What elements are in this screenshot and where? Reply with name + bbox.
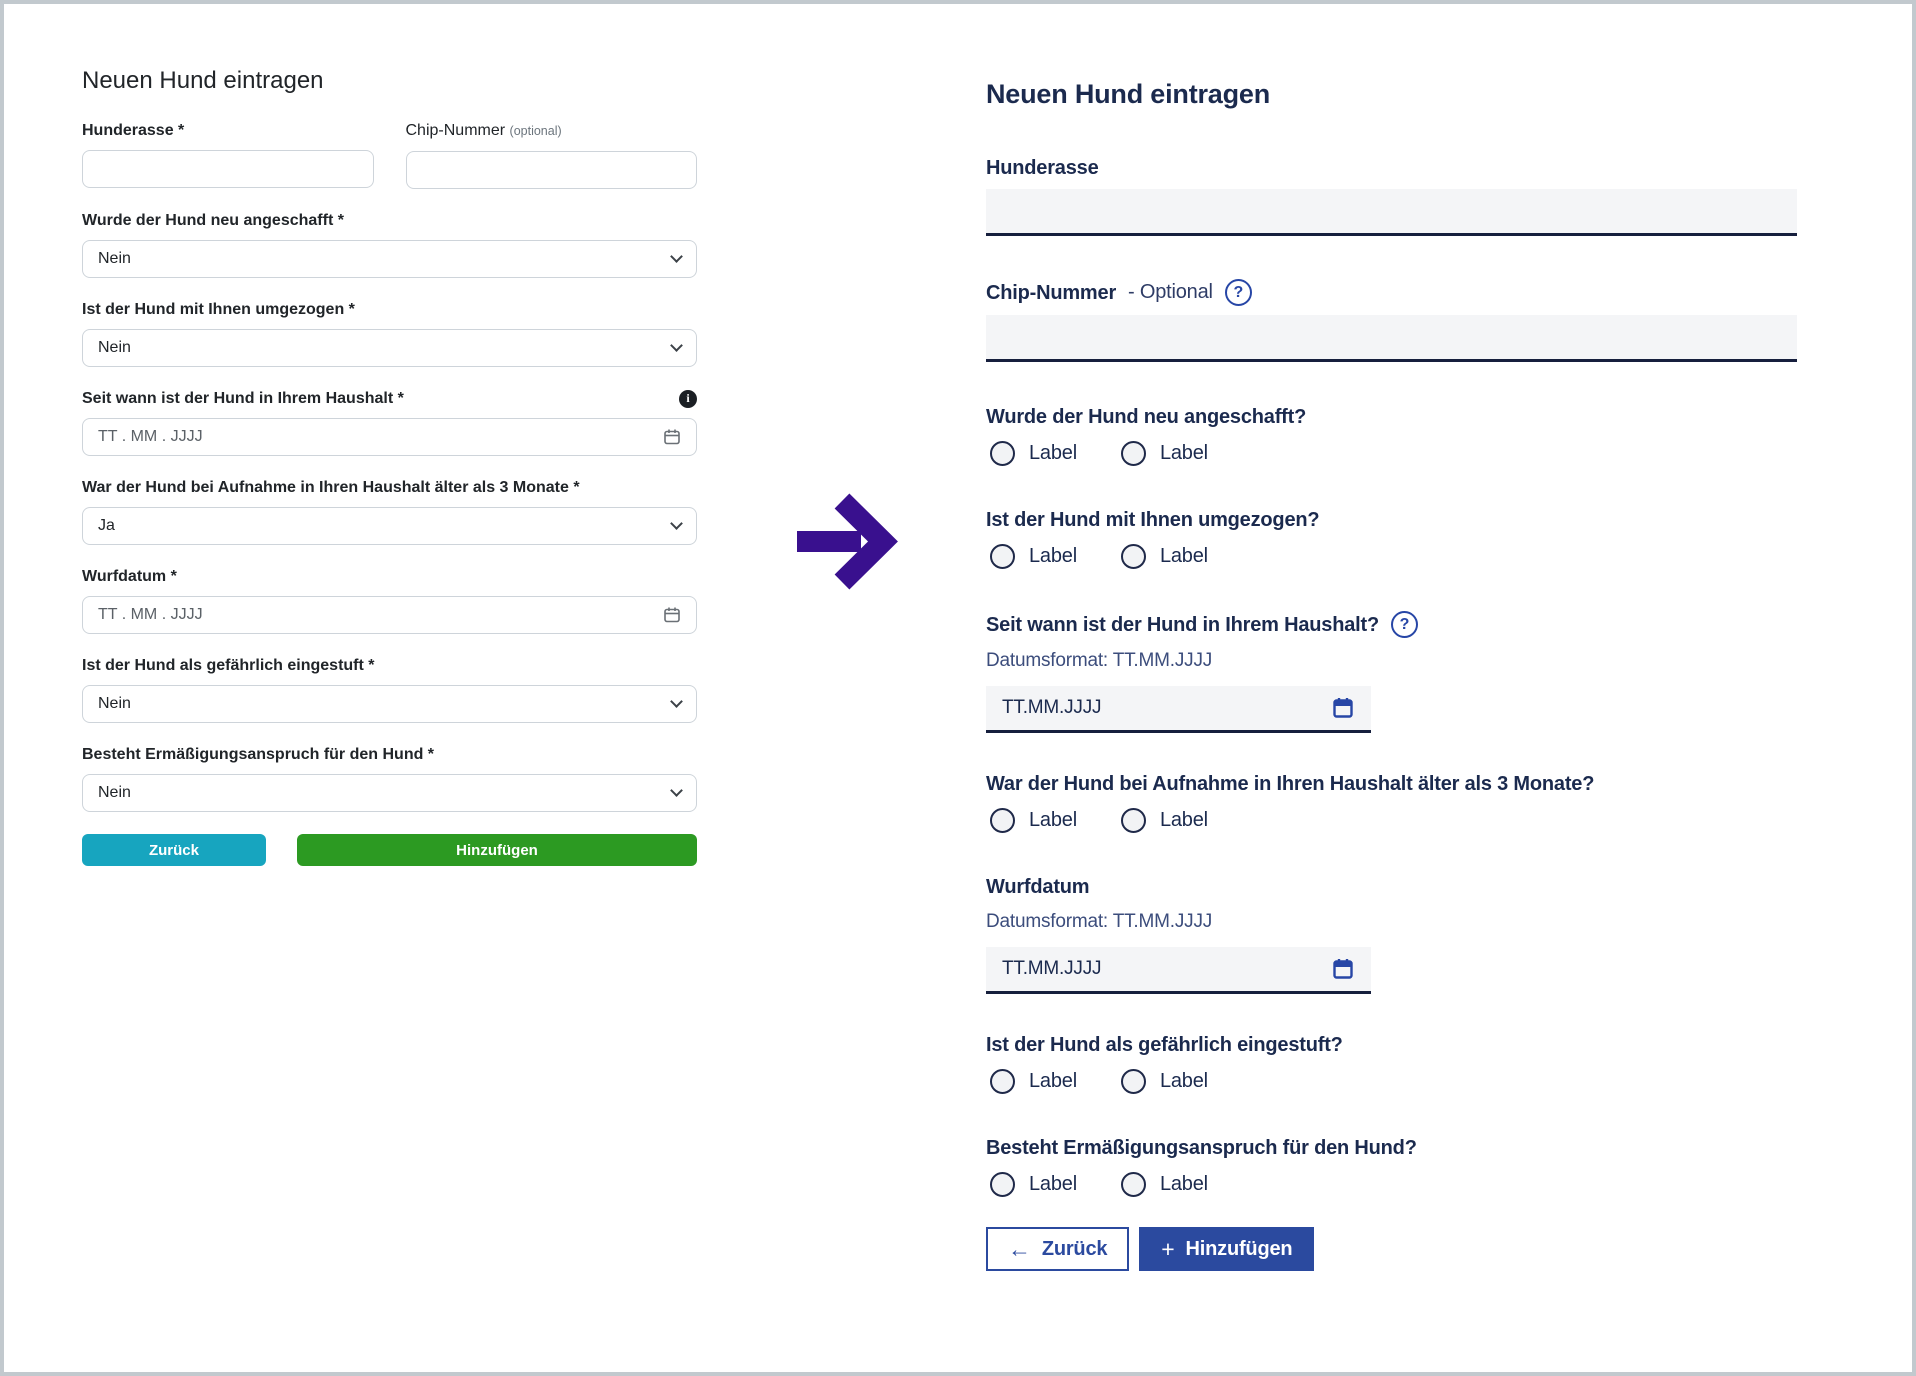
calendar-icon[interactable] <box>1331 696 1355 720</box>
haushalt-date-input[interactable] <box>82 418 697 456</box>
chip-nummer-label: Chip-Nummer (optional) <box>405 122 562 139</box>
radio-option-2[interactable]: Label <box>1121 1172 1208 1197</box>
selected-value: Ja <box>98 517 115 534</box>
radio-icon <box>990 1172 1015 1197</box>
gefaehrlich-label: Ist der Hund als gefährlich eingestuft * <box>82 657 375 674</box>
radio-option-2[interactable]: Label <box>1121 544 1208 569</box>
angeschafft-label: Wurde der Hund neu angeschafft? <box>986 406 1307 428</box>
new-form-panel <box>986 78 1797 1271</box>
haushalt-date-input[interactable] <box>986 686 1371 733</box>
monate-select[interactable] <box>82 507 697 545</box>
radio-icon <box>990 441 1015 466</box>
help-icon[interactable]: ? <box>1225 279 1252 306</box>
radio-option-2[interactable]: Label <box>1121 1069 1208 1094</box>
radio-option-1[interactable]: Label <box>990 1069 1077 1094</box>
chip-nummer-input[interactable] <box>406 151 698 189</box>
radio-icon <box>1121 1069 1146 1094</box>
wurfdatum-date-input[interactable] <box>82 596 697 634</box>
back-button[interactable]: ← Zurück <box>986 1227 1129 1271</box>
selected-value: Nein <box>98 250 131 267</box>
monate-label: War der Hund bei Aufnahme in Ihren Haushalt älter als 3 Monate * <box>82 479 580 496</box>
old-form-title: Neuen Hund eintragen <box>82 67 324 94</box>
plus-icon: + <box>1161 1235 1175 1262</box>
radio-icon <box>990 1069 1015 1094</box>
umgezogen-select[interactable] <box>82 329 697 367</box>
hunderasse-label: Hunderasse <box>986 157 1099 179</box>
calendar-icon[interactable] <box>663 428 681 446</box>
arrow-left-icon: ← <box>1008 1235 1031 1262</box>
date-format-hint: Datumsformat: TT.MM.JJJJ <box>986 911 1213 932</box>
radio-icon <box>1121 441 1146 466</box>
umgezogen-label: Ist der Hund mit Ihnen umgezogen? <box>986 509 1320 531</box>
haushalt-label: Seit wann ist der Hund in Ihrem Haushalt? <box>986 613 1379 636</box>
optional-hint: (optional) <box>509 124 562 138</box>
info-icon[interactable]: i <box>679 390 697 408</box>
radio-icon <box>990 808 1015 833</box>
radio-option-2[interactable]: Label <box>1121 808 1208 833</box>
new-form-title: Neuen Hund eintragen <box>986 79 1271 109</box>
umgezogen-radio-group <box>986 544 1797 569</box>
old-form-panel <box>82 66 697 866</box>
back-button[interactable]: Zurück <box>82 834 266 866</box>
ermaessigung-select[interactable] <box>82 774 697 812</box>
haushalt-label: Seit wann ist der Hund in Ihrem Haushalt * <box>82 390 404 407</box>
chevron-down-icon <box>670 517 683 530</box>
ermaessigung-radio-group <box>986 1172 1797 1197</box>
date-placeholder: TT.MM.JJJJ <box>1002 958 1102 979</box>
date-placeholder: TT . MM . JJJJ <box>98 606 203 623</box>
radio-option-2[interactable]: Label <box>1121 441 1208 466</box>
ermaessigung-label: Besteht Ermäßigungsanspruch für den Hund? <box>986 1137 1417 1159</box>
date-placeholder: TT.MM.JJJJ <box>1002 697 1102 718</box>
add-button[interactable]: + Hinzufügen <box>1139 1227 1314 1271</box>
date-placeholder: TT . MM . JJJJ <box>98 428 203 445</box>
radio-icon <box>990 544 1015 569</box>
calendar-icon[interactable] <box>1331 957 1355 981</box>
radio-option-1[interactable]: Label <box>990 808 1077 833</box>
gefaehrlich-select[interactable] <box>82 685 697 723</box>
radio-icon <box>1121 1172 1146 1197</box>
add-button[interactable]: Hinzufügen <box>297 834 697 866</box>
chevron-down-icon <box>670 695 683 708</box>
optional-hint: - Optional <box>1128 281 1213 303</box>
monate-label: War der Hund bei Aufnahme in Ihren Haushalt älter als 3 Monate? <box>986 773 1595 795</box>
gefaehrlich-label: Ist der Hund als gefährlich eingestuft? <box>986 1034 1343 1056</box>
radio-icon <box>1121 808 1146 833</box>
chip-nummer-input[interactable] <box>986 315 1797 362</box>
hunderasse-input[interactable] <box>82 150 374 188</box>
calendar-icon[interactable] <box>663 606 681 624</box>
help-icon[interactable]: ? <box>1391 611 1418 638</box>
monate-radio-group <box>986 808 1797 833</box>
wurfdatum-date-input[interactable] <box>986 947 1371 994</box>
chevron-down-icon <box>670 784 683 797</box>
radio-icon <box>1121 544 1146 569</box>
transition-arrow-icon <box>797 491 903 591</box>
umgezogen-label: Ist der Hund mit Ihnen umgezogen * <box>82 301 355 318</box>
radio-option-1[interactable]: Label <box>990 441 1077 466</box>
chevron-down-icon <box>670 339 683 352</box>
ermaessigung-label: Besteht Ermäßigungsanspruch für den Hund * <box>82 746 435 763</box>
radio-option-1[interactable]: Label <box>990 544 1077 569</box>
selected-value: Nein <box>98 695 131 712</box>
hunderasse-input[interactable] <box>986 189 1797 236</box>
date-format-hint: Datumsformat: TT.MM.JJJJ <box>986 650 1213 671</box>
selected-value: Nein <box>98 339 131 356</box>
chevron-down-icon <box>670 250 683 263</box>
gefaehrlich-radio-group <box>986 1069 1797 1094</box>
hunderasse-label: Hunderasse * <box>82 122 185 139</box>
selected-value: Nein <box>98 784 131 801</box>
wurfdatum-label: Wurfdatum * <box>82 568 177 585</box>
chip-nummer-label: Chip-Nummer <box>986 281 1117 304</box>
angeschafft-label: Wurde der Hund neu angeschafft * <box>82 212 344 229</box>
wurfdatum-label: Wurfdatum <box>986 876 1090 898</box>
angeschafft-radio-group <box>986 441 1797 466</box>
radio-option-1[interactable]: Label <box>990 1172 1077 1197</box>
angeschafft-select[interactable] <box>82 240 697 278</box>
